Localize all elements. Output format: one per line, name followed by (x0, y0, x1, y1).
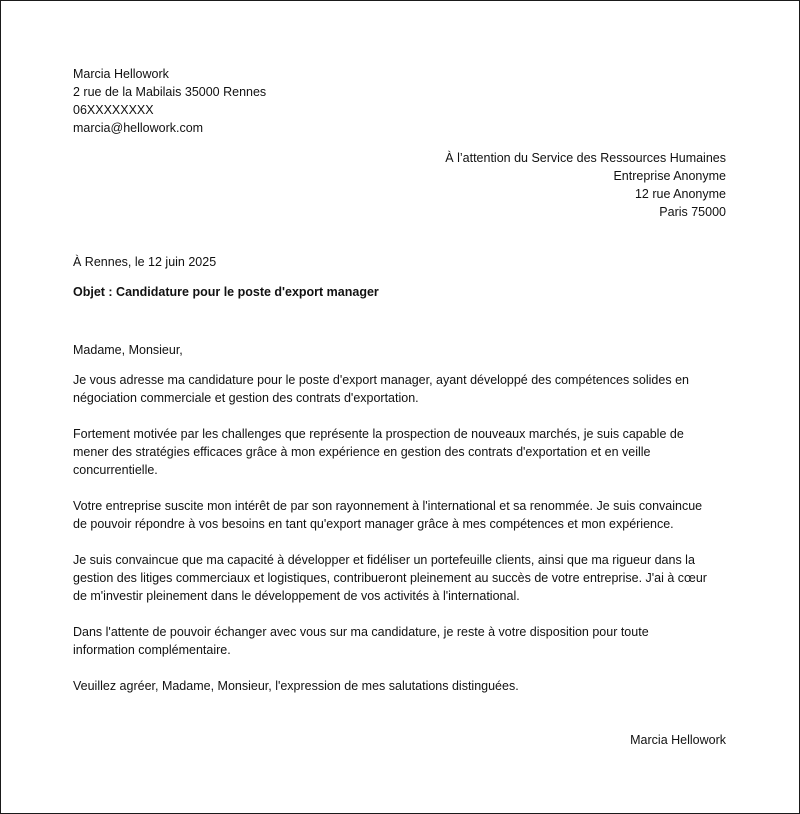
body-line: Fortement motivée par les challenges que représente la prospection de nouveaux marchés, je suis capable de (73, 427, 684, 441)
recipient-company: Entreprise Anonyme (613, 169, 726, 183)
recipient-attention: À l’attention du Service des Ressources Humaines (445, 151, 726, 165)
body-line: Dans l'attente de pouvoir échanger avec vous sur ma candidature, je reste à votre disposition pour toute (73, 625, 649, 639)
body-line: négociation commerciale et gestion des contrats d'exportation. (73, 391, 419, 405)
subject-line: Objet : Candidature pour le poste d'export manager (73, 285, 379, 299)
body-line: concurrentielle. (73, 463, 158, 477)
body-line: Je suis convaincue que ma capacité à développer et fidéliser un portefeuille clients, ainsi que ma rigueur dans la (73, 553, 695, 567)
body-line: information complémentaire. (73, 643, 231, 657)
body-paragraph-3 (73, 497, 733, 533)
body-paragraph-2 (73, 425, 733, 479)
greeting: Madame, Monsieur, (73, 343, 183, 357)
body-line: gestion des litiges commerciaux et logistiques, contribueront pleinement au succès de votre entreprise. J'ai à cœur (73, 571, 707, 585)
body-paragraph-4 (73, 551, 733, 605)
body-line: Je vous adresse ma candidature pour le poste d'export manager, ayant développé des compétences solides en (73, 373, 689, 387)
body-paragraph-5 (73, 623, 733, 659)
body-line: de pouvoir répondre à vos besoins en tant qu'export manager grâce à mes compétences et mon expérience. (73, 517, 674, 531)
recipient-city: Paris 75000 (659, 205, 726, 219)
sender-address: 2 rue de la Mabilais 35000 Rennes (73, 85, 267, 99)
sender-name: Marcia Hellowork (73, 67, 169, 81)
body-line: Veuillez agréer, Madame, Monsieur, l'expression de mes salutations distinguées. (73, 679, 519, 693)
date-line: À Rennes, le 12 juin 2025 (73, 255, 217, 269)
sender-phone: 06XXXXXXXX (73, 103, 154, 117)
body-line: de m'investir pleinement dans le développement de vos activités à l'international. (73, 589, 520, 603)
body-paragraph-1 (73, 371, 733, 407)
signature: Marcia Hellowork (630, 733, 726, 747)
recipient-street: 12 rue Anonyme (634, 187, 726, 201)
body-paragraph-6 (73, 677, 733, 695)
body-line: mener des stratégies efficaces grâce à mon expérience en gestion des contrats d'exportation et en veille (73, 445, 651, 459)
body-line: Votre entreprise suscite mon intérêt de par son rayonnement à l'international et sa renommée. Je suis convaincue (73, 499, 703, 513)
sender-email: marcia@hellowork.com (73, 121, 204, 135)
